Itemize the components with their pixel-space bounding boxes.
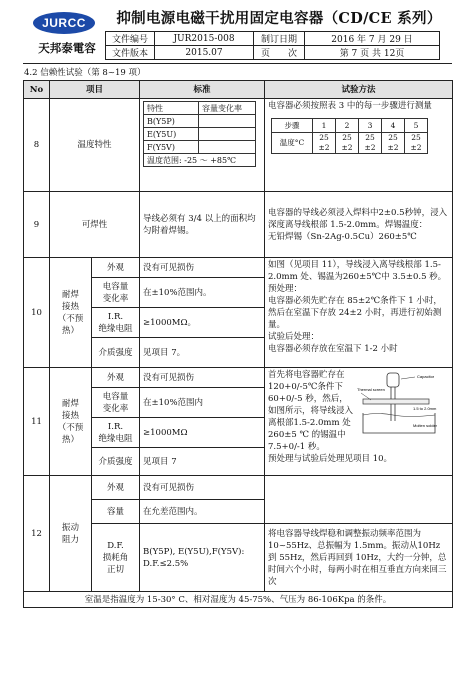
capacitor-body bbox=[387, 373, 399, 387]
row-method: 如图（见项目 11），导线浸入离导线根部 1.5-2.0mm 处、锡温为260±5℃中 3.5±0.5 秒。 预处理： 电容器必须先贮存在 85±2℃条件下 1 小时，然后在室温下存放 24±2 小时，再进行初始测量。 试验后处理： 电容器必须存放在室温下 1-2 小时 bbox=[265, 258, 453, 368]
temp-cell: 25 ±2 bbox=[382, 133, 405, 154]
step-cell: 5 bbox=[405, 119, 428, 133]
row-method bbox=[265, 368, 453, 476]
diagram-label: Molten solder bbox=[413, 423, 438, 428]
sub-item: 外观 bbox=[92, 368, 140, 388]
col-no: No bbox=[24, 81, 50, 99]
meta-value-date: 2016 年 7 月 29 日 bbox=[305, 32, 440, 46]
col-item: 项目 bbox=[50, 81, 140, 99]
sub-standard: B(Y5P), E(Y5U),F(Y5V): D.F.≤2.5% bbox=[140, 524, 265, 592]
temp-cell: 25 ±2 bbox=[313, 133, 336, 154]
diagram-label: 1.5 to 2.0mm bbox=[413, 406, 437, 411]
sub-standard: ≥1000MΩ。 bbox=[140, 308, 265, 338]
row-item: 耐焊 接热 （不预 热） bbox=[50, 258, 92, 368]
reliability-test-table bbox=[23, 80, 453, 608]
diagram-label: Capacitor bbox=[417, 374, 435, 379]
sub-item: I.R. 绝缘电阻 bbox=[92, 418, 140, 448]
table-header-row bbox=[24, 81, 453, 99]
meta-label-date: 制订日期 bbox=[254, 32, 305, 46]
meta-label-page: 页 次 bbox=[254, 46, 305, 60]
method-text: 电容器必须按照表 3 中的每一步骤进行测量 bbox=[268, 101, 432, 111]
inner-cell-empty bbox=[199, 141, 256, 154]
row-method: 电容器的导线必须浸入焊料中2±0.5秒钟，浸入深度离导线根部 1.5-2.0mm。焊锡温度： 无铅焊锡（Sn-2Ag-0.5Cu）260±5℃ bbox=[265, 192, 453, 258]
sub-item: 外观 bbox=[92, 476, 140, 500]
step-cell: 1 bbox=[313, 119, 336, 133]
sub-standard: 见项目 7 bbox=[140, 448, 265, 476]
col-standard: 标准 bbox=[140, 81, 265, 99]
col-method: 试验方法 bbox=[265, 81, 453, 99]
solder-surface bbox=[363, 414, 435, 417]
method-text: 预处理与试验后处理见项目 10。 bbox=[268, 454, 393, 464]
sub-standard: ≥1000MΩ bbox=[140, 418, 265, 448]
sub-item: D.F. 损耗角 正切 bbox=[92, 524, 140, 592]
row-number: 11 bbox=[24, 368, 50, 476]
table-row bbox=[24, 99, 453, 192]
table-row bbox=[24, 192, 453, 258]
section-title: 4.2 信赖性试验（第 8~19 项） bbox=[24, 68, 146, 78]
document-meta-table bbox=[105, 31, 440, 60]
method-text: 首先将电容器贮存在 120+0/-5℃条件下 60+0/-5 秒，然后， 如图所示，将导线浸入离根部1.5-2.0mm 处 260±5 ℃ 的锡温中 7.5+0/-1 秒。 bbox=[268, 370, 354, 452]
thermal-screen bbox=[363, 399, 429, 404]
inner-cell: B(Y5P) bbox=[144, 115, 199, 128]
meta-value-doc-no: JUR2015-008 bbox=[155, 32, 254, 46]
temp-cell: 25 ±2 bbox=[359, 133, 382, 154]
sub-item: 介质强度 bbox=[92, 338, 140, 368]
solder-dip-diagram bbox=[357, 369, 449, 441]
footnote: 室温是指温度为 15-30° C、相对湿度为 45-75%、气压为 86-106Kpa 的条件。 bbox=[24, 592, 453, 608]
row-method bbox=[265, 99, 453, 192]
sub-item: I.R. 绝缘电阻 bbox=[92, 308, 140, 338]
row-item: 振动 阻力 bbox=[50, 476, 92, 592]
table-row bbox=[24, 368, 453, 388]
row-number: 9 bbox=[24, 192, 50, 258]
step-cell: 2 bbox=[336, 119, 359, 133]
table-footnote-row bbox=[24, 592, 453, 608]
row-number: 12 bbox=[24, 476, 50, 592]
sub-item: 电容量 变化率 bbox=[92, 388, 140, 418]
sub-standard: 在±10%范围内。 bbox=[140, 278, 265, 308]
company-name: 天邦泰電容 bbox=[38, 41, 96, 55]
table-row bbox=[24, 476, 453, 500]
callout-line bbox=[401, 377, 415, 379]
temp-cell: 25 ±2 bbox=[405, 133, 428, 154]
row-number: 10 bbox=[24, 258, 50, 368]
table-row bbox=[24, 258, 453, 278]
meta-value-page: 第 7 页 共 12页 bbox=[305, 46, 440, 60]
inner-head: 特性 bbox=[144, 102, 199, 115]
sub-standard: 没有可见损伤 bbox=[140, 368, 265, 388]
sub-standard: 没有可见损伤 bbox=[140, 258, 265, 278]
step-cell: 3 bbox=[359, 119, 382, 133]
inner-head: 容量变化率 bbox=[199, 102, 256, 115]
meta-label-doc-no: 文件编号 bbox=[106, 32, 155, 46]
row-item: 耐焊 接热 （不预 热） bbox=[50, 368, 92, 476]
meta-label-version: 文件版本 bbox=[106, 46, 155, 60]
inner-cell-empty bbox=[199, 128, 256, 141]
temperature-characteristic-table bbox=[143, 101, 256, 167]
sub-standard: 在±10%范围内 bbox=[140, 388, 265, 418]
sub-standard: 没有可见损伤 bbox=[140, 476, 265, 500]
document-page bbox=[23, 8, 452, 608]
steps-label: 步骤 bbox=[272, 119, 313, 133]
row-method-empty bbox=[265, 476, 453, 524]
document-header bbox=[23, 8, 452, 65]
temperature-range: 温度范围: -25 ～ +85℃ bbox=[144, 154, 256, 167]
temp-cell: 25 ±2 bbox=[336, 133, 359, 154]
steps-table bbox=[271, 118, 428, 154]
company-logo bbox=[29, 12, 99, 60]
header-divider bbox=[23, 63, 452, 64]
inner-cell: F(Y5V) bbox=[144, 141, 199, 154]
inner-cell: E(Y5U) bbox=[144, 128, 199, 141]
row-method: 将电容器导线焊稳和调整振动频率范围为 10~55Hz、总振幅为 1.5mm。振动从10Hz 到 55Hz，然后再回到 10Hz，大约一分钟，总时间六个小时，每两小时在相互垂直方向来回三次 bbox=[265, 524, 453, 592]
row-standard: 导线必须有 3/4 以上的面积均匀附着焊锡。 bbox=[140, 192, 265, 258]
inner-cell-empty bbox=[199, 115, 256, 128]
meta-value-version: 2015.07 bbox=[155, 46, 254, 60]
sub-standard: 见项目 7。 bbox=[140, 338, 265, 368]
diagram-label: Thermal screen bbox=[357, 387, 385, 392]
document-title: 抑制电源电磁干扰用固定电容器（CD/CE 系列） bbox=[116, 10, 442, 27]
sub-item: 外观 bbox=[92, 258, 140, 278]
sub-item: 容量 bbox=[92, 500, 140, 524]
row-number: 8 bbox=[24, 99, 50, 192]
sub-item: 电容量 变化率 bbox=[92, 278, 140, 308]
temp-label: 温度°C bbox=[272, 133, 313, 154]
row-item: 可焊性 bbox=[50, 192, 140, 258]
row-item: 温度特性 bbox=[50, 99, 140, 192]
step-cell: 4 bbox=[382, 119, 405, 133]
logo-badge: JURCC bbox=[33, 12, 95, 34]
row-standard bbox=[140, 99, 265, 192]
sub-item: 介质强度 bbox=[92, 448, 140, 476]
sub-standard: 在允差范围内。 bbox=[140, 500, 265, 524]
